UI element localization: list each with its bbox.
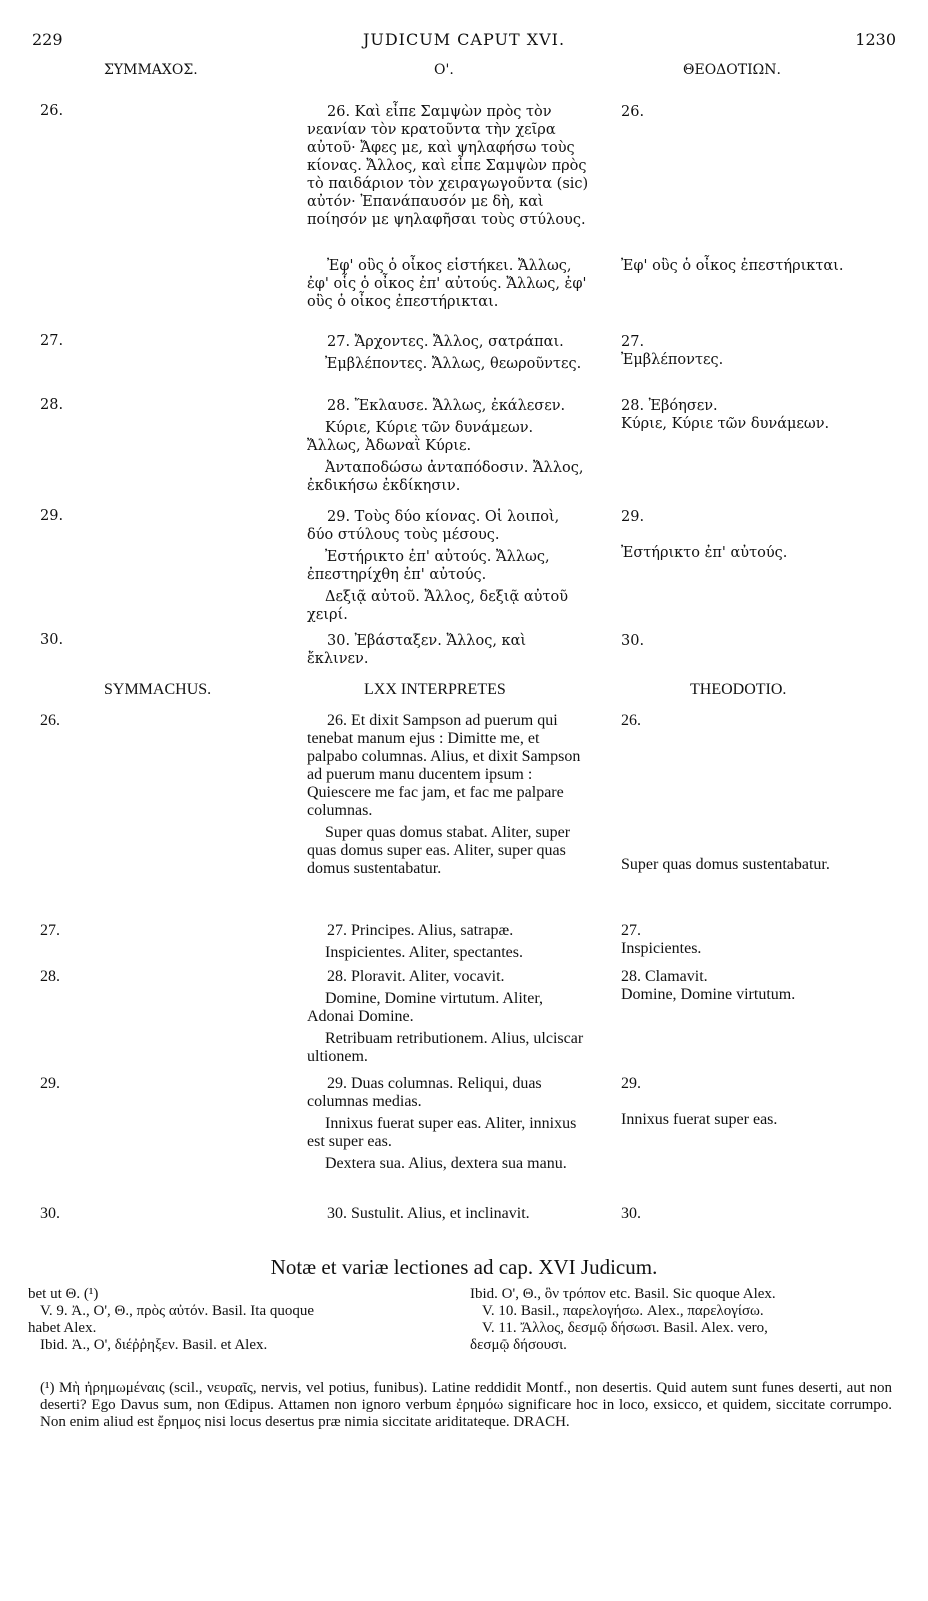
verse-paragraph: Dextera sua. Alius, dextera sua manu. — [325, 1155, 567, 1172]
verse-paragraph: Ἐφ' οὓς ὁ οἶκος εἱστήκει. Ἄλλως, ἐφ' οἷς ὁ οἶκος ἐπ' αὐτούς. Ἄλλως, ἐφ' οὓς ὁ οἶκος ἐπεστήρικται. — [307, 258, 587, 310]
note-line: V. 11. Ἄλλος, δεσμῷ δήσωσι. Basil. Alex. vero, — [482, 1320, 768, 1336]
verse-number-left: 26. — [40, 103, 64, 119]
verse-text-right: 27. Ἐμβλέποντες. — [621, 334, 724, 368]
verse-text-center — [307, 257, 589, 315]
page-header — [0, 30, 928, 52]
page-number-left: 229 — [32, 30, 63, 49]
verse-paragraph: Ἀνταποδώσω ἀνταπόδοσιν. Ἄλλος, ἐκδικήσω ἐκδίκησιν. — [307, 460, 584, 494]
notes-left-column — [28, 1286, 314, 1354]
verse-paragraph: 26. Et dixit Sampson ad puerum qui tenebat manum ejus : Dimitte me, et palpabo columnas. Alius, et dixit Sampson ad puerum manu ducentem ipsum : Quiescere me fac jam, et fac me palpare columnas. — [307, 712, 581, 819]
verse-number-left: 28. — [40, 397, 64, 413]
verse-text-right: 26. Super quas domus sustentabatur. — [621, 712, 830, 873]
verse-text-center — [307, 1205, 589, 1227]
page-title: JUDICUM CAPUT XVI. — [362, 30, 566, 49]
verse-paragraph: 29. Τοὺς δύο κίονας. Οἱ λοιποὶ, δύο στύλους τοὺς μέσους. — [307, 509, 560, 543]
verse-text-right: 27. Inspicientes. — [621, 922, 702, 957]
verse-number-left: 29. — [40, 508, 64, 524]
verse-paragraph: 27. Principes. Alius, satrapæ. — [327, 922, 514, 939]
verse-text-right: 29. Ἐστήρικτο ἐπ' αὐτούς. — [621, 509, 788, 561]
verse-text-center — [307, 632, 589, 672]
note-line: habet Alex. — [28, 1320, 97, 1336]
notes-title: Notæ et variæ lectiones ad cap. XVI Judicum. — [270, 1255, 658, 1279]
notes-right-column — [470, 1286, 776, 1354]
verse-text-center — [307, 712, 589, 882]
verse-number-left: 28. — [40, 968, 60, 985]
column-header-lxx-greek: Ο'. — [434, 62, 454, 78]
verse-paragraph: 29. Duas columnas. Reliqui, duas columnas medias. — [307, 1075, 542, 1110]
verse-number-left: 26. — [40, 712, 60, 729]
footnote: (¹) Μὴ ἠρημωμέναις (scil., νευραῖς, nervis, vel potius, funibus). Latine reddidit Montf., non desertis. Quid autem sunt funes deserti, aut non deserti? Ego Davus sum, non Œdipus. Attamen non ignoro verbum ἐρημόω significare hoc in loco, exsicco, et quidem, siccitate corrumpo. Non enim aliud est ἔρημος nisi locus desertus præ nimia siccitate ariditateque. DRACH. — [40, 1380, 892, 1430]
verse-number-left: 27. — [40, 922, 60, 939]
verse-text-center — [307, 333, 589, 377]
verse-text-center — [307, 1075, 589, 1177]
verse-text-right: 30. — [621, 1205, 641, 1222]
verse-paragraph: 30. Sustulit. Alius, et inclinavit. — [327, 1205, 530, 1222]
verse-number-left: 30. — [40, 1205, 60, 1222]
column-header-theodotio-latin: THEODOTIO. — [690, 681, 787, 698]
verse-paragraph: 26. Καὶ εἶπε Σαμψὼν πρὸς τὸν νεανίαν τὸν κρατοῦντα τὴν χεῖρα αὐτοῦ· Ἄφες με, καὶ ψηλαφήσω τοὺς κίονας. Ἄλλος, καὶ εἶπε Σαμψὼν πρὸς τὸ παιδάριον τὸν χειραγωγοῦντα (sic) αὐτόν· Ἐπανάπαυσόν με δὴ, καὶ ποίησόν με ψηλαφῆσαι τοὺς στύλους. — [307, 104, 589, 228]
verse-text-right: Ἐφ' οὓς ὁ οἶκος ἐπεστήρικται. — [621, 258, 844, 274]
verse-text-right: 26. — [621, 104, 645, 120]
verse-paragraph: Ἐμβλέποντες. Ἄλλως, θεωροῦντες. — [325, 356, 582, 372]
verse-paragraph: 28. Ἔκλαυσε. Ἄλλως, ἐκάλεσεν. — [327, 398, 566, 414]
verse-paragraph: 30. Ἐβάσταξεν. Ἄλλος, καὶ ἔκλινεν. — [307, 633, 527, 667]
verse-text-right: 30. — [621, 633, 645, 649]
note-line: Ibid. Ο', Θ., ὃν τρόπον etc. Basil. Sic quoque Alex. — [470, 1286, 776, 1302]
verse-text-center — [307, 103, 589, 233]
page-number-right: 1230 — [855, 30, 896, 49]
verse-text-right: 29. Innixus fuerat super eas. — [621, 1075, 778, 1128]
note-line: bet ut Θ. (¹) — [28, 1286, 99, 1302]
column-header-theodotion-greek: ΘΕΟΔΟΤΙΩΝ. — [683, 62, 781, 78]
verse-paragraph: Innixus fuerat super eas. Aliter, innixus est super eas. — [307, 1115, 577, 1150]
note-line: V. 10. Basil., παρελογήσω. Alex., παρελογίσω. — [482, 1303, 764, 1319]
verse-number-left: 27. — [40, 333, 64, 349]
column-header-symmachus-greek: ΣΥΜΜΑΧΟΣ. — [104, 62, 198, 78]
verse-text-center — [307, 968, 589, 1070]
verse-paragraph: Inspicientes. Aliter, spectantes. — [325, 944, 523, 961]
verse-paragraph: 28. Ploravit. Aliter, vocavit. — [327, 968, 505, 985]
note-line: V. 9. Ἀ., Ο', Θ., πρὸς αὐτόν. Basil. Ita quoque — [40, 1303, 315, 1319]
verse-text-center — [307, 508, 589, 628]
verse-text-right: 28. Ἐβόησεν. Κύριε, Κύριε τῶν δυνάμεων. — [621, 398, 830, 432]
verse-text-right: 28. Clamavit. Domine, Domine virtutum. — [621, 968, 796, 1003]
verse-paragraph: Δεξιᾷ αὐτοῦ. Ἄλλος, δεξιᾷ αὐτοῦ χειρί. — [307, 589, 569, 623]
verse-paragraph: 27. Ἄρχοντες. Ἄλλος, σατράπαι. — [327, 334, 564, 350]
note-line: Ibid. Ἀ., Ο', διέῤῥηξεν. Basil. et Alex. — [40, 1337, 268, 1353]
verse-paragraph: Super quas domus stabat. Aliter, super quas domus super eas. Aliter, super quas domus sustentabatur. — [307, 824, 571, 877]
verse-paragraph: Domine, Domine virtutum. Aliter, Adonai Domine. — [307, 990, 543, 1025]
verse-text-center — [307, 397, 589, 499]
note-line: δεσμῷ δήσουσι. — [470, 1337, 567, 1353]
verse-number-left: 30. — [40, 632, 64, 648]
verse-number-left: 29. — [40, 1075, 60, 1092]
column-header-symmachus-latin: SYMMACHUS. — [104, 681, 212, 698]
column-header-lxx-latin: LXX INTERPRETES — [364, 681, 506, 698]
verse-text-center — [307, 922, 589, 966]
verse-paragraph: Ἐστήρικτο ἐπ' αὐτούς. Ἄλλως, ἐπεστηρίχθη ἐπ' αὐτούς. — [307, 549, 550, 583]
verse-paragraph: Retribuam retributionem. Alius, ulciscar ultionem. — [307, 1030, 584, 1065]
verse-paragraph: Κύριε, Κύριε τῶν δυνάμεων. Ἄλλως, Ἀδωναῒ Κύριε. — [307, 420, 534, 454]
